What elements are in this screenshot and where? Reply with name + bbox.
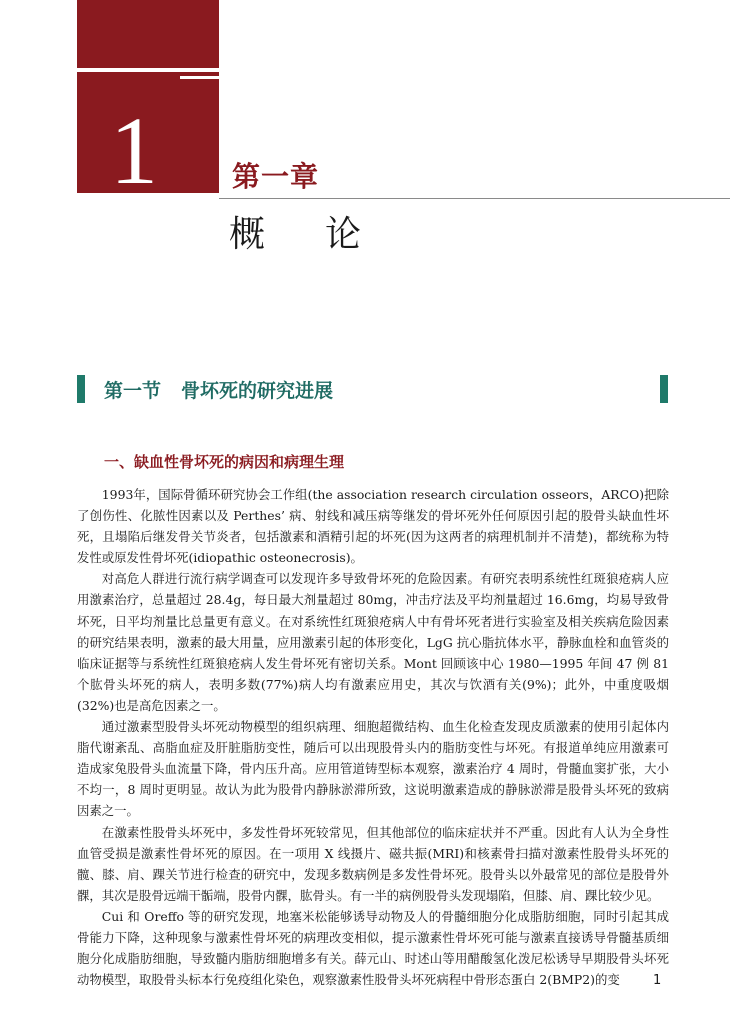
subsection-heading: 一、缺血性骨坏死的病因和病理生理 — [104, 453, 345, 471]
paragraph: 在激素性股骨头坏死中，多发性骨坏死较常见，但其他部位的临床症状并不严重。因此有人认为全身性血管受损是激素性骨坏死的原因。在一项用 X 线摄片、磁共振(MRI)和核素骨扫描对激素性股骨头坏死的髋、膝、肩、踝关节进行检查的研究中，发现多数病例是多发性骨坏死。股骨头以外最常见的部位是股骨外髁，其次是股骨远端干骺端，股骨内髁，肱骨头。有一半的病例股骨头发现塌陷，但膝、肩、踝比较少见。 — [77, 824, 669, 903]
paragraph: 1993年，国际骨循环研究协会工作组(the association research circulation osseors，ARCO)把除了创伤性、化脓性因素以及 Perthes’ 病、射线和减压病等继发的骨坏死外任何原因引起的股骨头缺血性坏死，且塌陷后继发骨关节炎者，包括激素和酒精引起的坏死(因为这两者的病理机制并不清楚)，都统称为特发性或原发性骨坏死(idiopathic osteonecrosis)。 — [77, 487, 669, 566]
chapter-title: 概论 — [229, 214, 422, 255]
chapter-label: 第一章 — [232, 160, 320, 193]
section-title: 骨坏死的研究进展 — [181, 380, 334, 402]
paragraph: 对高危人群进行流行病学调查可以发现许多导致骨坏死的危险因素。有研究表明系统性红斑狼疮病人应用激素治疗，总量超过 28.4g，每日最大剂量超过 80mg，冲击疗法及平均剂量超过 16.6mg，均易导致骨坏死，日平均剂量比总量更有意义。在对系统性红斑狼疮病人中有骨坏死者进行实验室及相关疾病危险因素的研究结果表明，激素的最大用量，应用激素引起的体形变化，LgG 抗心脂抗体水平，静脉血栓和血管炎的临床证据等与系统性红斑狼疮病人发生骨坏死有密切关系。Mont 回顾该中心 1980—1995 年间 47 例 81 个肱骨头坏死的病人，表明多数(77%)病人均有激素应用史，其次与饮酒有关(9%)；此外，中重度吸烟(32%)也是高危因素之一。 — [77, 571, 669, 713]
page-number: 1 — [653, 973, 662, 988]
body-text — [77, 484, 669, 990]
chapter-block-divider — [77, 68, 219, 72]
section-heading — [104, 376, 333, 403]
section-heading-bar-left — [77, 375, 85, 403]
section-heading-bar-right — [660, 375, 668, 403]
section-number: 第一节 — [104, 380, 162, 402]
chapter-block-divider-short — [180, 76, 219, 79]
chapter-rule — [219, 198, 730, 199]
chapter-number: 1 — [110, 97, 158, 204]
paragraph: Cui 和 Oreffo 等的研究发现，地塞米松能够诱导动物及人的骨髓细胞分化成脂肪细胞，同时引起其成骨能力下降，这种现象与激素性骨坏死的病理改变相似，提示激素性骨坏死可能与激素直接诱导骨髓基质细胞分化成脂肪细胞，导致髓内脂肪细胞增多有关。薛元山、时述山等用醋酸氢化泼尼松诱导早期股骨头坏死动物模型，取股骨头标本行免疫组化染色，观察激素性股骨头坏死病程中骨形态蛋白 2(BMP2)的变 — [77, 908, 669, 988]
paragraph: 通过激素型股骨头坏死动物模型的组织病理、细胞超微结构、血生化检查发现皮质激素的使用引起体内脂代谢紊乱、高脂血症及肝脏脂肪变性，随后可以出现股骨头内的脂肪变性与坏死。有报道单纯应用激素可造成家兔股骨头血流量下降，骨内压升高。应用管道铸型标本观察，激素治疗 4 周时，骨髓血窦扩张，大小不均一，8 周时更明显。故认为此为股骨内静脉淤滞所致，这说明激素造成的静脉淤滞是股骨头坏死的致病因素之一。 — [77, 719, 669, 819]
